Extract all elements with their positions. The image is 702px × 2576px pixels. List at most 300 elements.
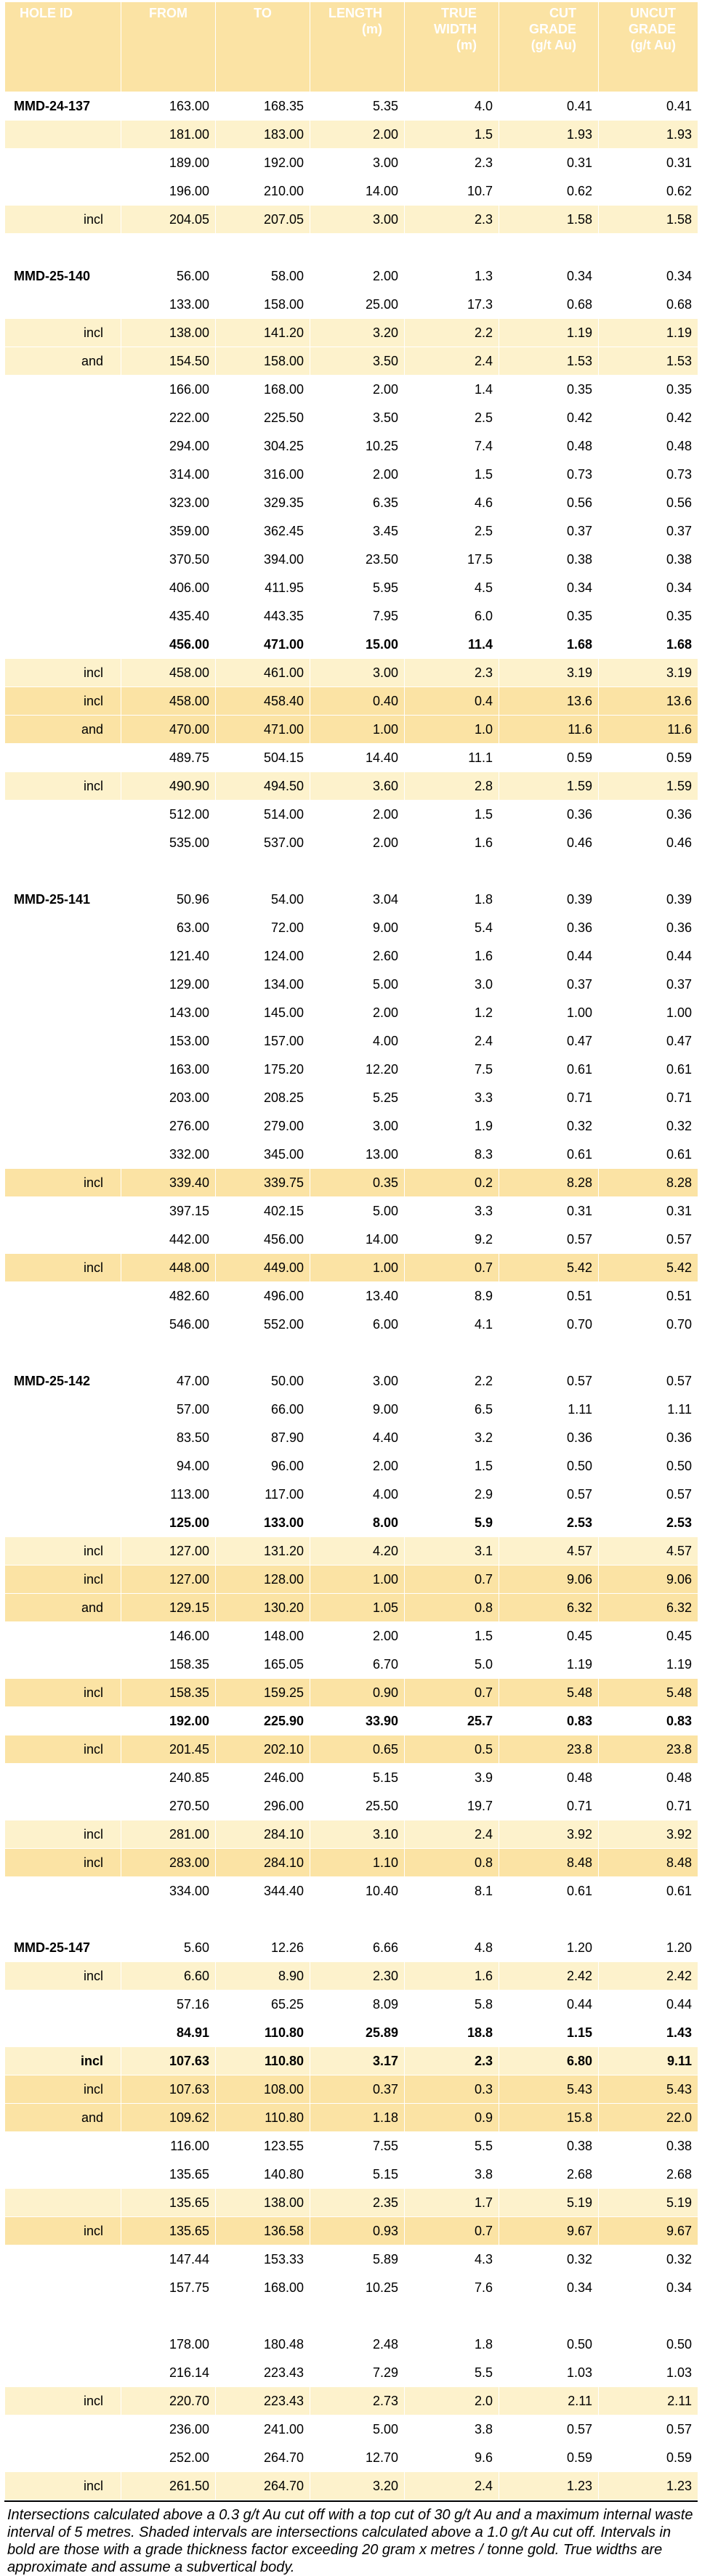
true-width-cell: 1.6 bbox=[405, 829, 499, 857]
spacer-cell bbox=[121, 234, 216, 262]
hole-id-cell: MMD-25-140 bbox=[5, 262, 121, 291]
length-cell: 3.00 bbox=[310, 1112, 405, 1141]
hole-id-cell bbox=[5, 121, 121, 149]
uncut-grade-cell: 0.31 bbox=[599, 1197, 698, 1226]
length-cell: 4.00 bbox=[310, 1027, 405, 1056]
length-cell: 2.35 bbox=[310, 2189, 405, 2217]
to-cell: 145.00 bbox=[216, 999, 310, 1027]
spacer-cell bbox=[599, 234, 698, 262]
true-width-cell: 5.9 bbox=[405, 1509, 499, 1537]
spacer-row bbox=[5, 234, 698, 262]
uncut-grade-cell: 0.57 bbox=[599, 1367, 698, 1396]
from-cell: 166.00 bbox=[121, 376, 216, 404]
hole-id-cell bbox=[5, 1027, 121, 1056]
cut-grade-cell: 8.28 bbox=[499, 1169, 599, 1197]
from-cell: 397.15 bbox=[121, 1197, 216, 1226]
to-cell: 168.35 bbox=[216, 92, 310, 121]
table-row bbox=[5, 2359, 698, 2387]
column-header-true-width: TRUE WIDTH (m) bbox=[405, 2, 499, 92]
from-cell: 94.00 bbox=[121, 1452, 216, 1481]
cut-grade-cell: 0.83 bbox=[499, 1707, 599, 1735]
true-width-cell: 8.9 bbox=[405, 1282, 499, 1311]
from-cell: 442.00 bbox=[121, 1226, 216, 1254]
to-cell: 225.50 bbox=[216, 404, 310, 432]
true-width-cell: 4.1 bbox=[405, 1311, 499, 1339]
true-width-cell: 18.8 bbox=[405, 2019, 499, 2047]
cut-grade-cell: 1.19 bbox=[499, 319, 599, 347]
to-cell: 65.25 bbox=[216, 1990, 310, 2019]
uncut-grade-cell: 0.42 bbox=[599, 404, 698, 432]
table-row bbox=[5, 772, 698, 801]
uncut-grade-cell: 0.35 bbox=[599, 602, 698, 631]
spacer-cell bbox=[310, 1905, 405, 1934]
cut-grade-cell: 0.45 bbox=[499, 1622, 599, 1650]
to-cell: 158.00 bbox=[216, 347, 310, 376]
spacer-cell bbox=[5, 2302, 121, 2330]
uncut-grade-cell: 0.83 bbox=[599, 1707, 698, 1735]
from-cell: 107.63 bbox=[121, 2075, 216, 2104]
cut-grade-cell: 0.48 bbox=[499, 432, 599, 461]
table-row bbox=[5, 1849, 698, 1877]
length-cell: 8.09 bbox=[310, 1990, 405, 2019]
length-cell: 6.35 bbox=[310, 489, 405, 517]
from-cell: 158.35 bbox=[121, 1679, 216, 1707]
from-cell: 129.00 bbox=[121, 971, 216, 999]
uncut-grade-cell: 1.68 bbox=[599, 631, 698, 659]
cut-grade-cell: 1.58 bbox=[499, 206, 599, 234]
table-row bbox=[5, 291, 698, 319]
cut-grade-cell: 1.03 bbox=[499, 2359, 599, 2387]
length-cell: 3.00 bbox=[310, 149, 405, 177]
length-cell: 14.40 bbox=[310, 744, 405, 772]
from-cell: 456.00 bbox=[121, 631, 216, 659]
table-row bbox=[5, 1877, 698, 1905]
spacer-row bbox=[5, 2302, 698, 2330]
to-cell: 153.33 bbox=[216, 2245, 310, 2274]
to-cell: 225.90 bbox=[216, 1707, 310, 1735]
table-row bbox=[5, 801, 698, 829]
true-width-cell: 1.9 bbox=[405, 1112, 499, 1141]
uncut-grade-cell: 0.61 bbox=[599, 1877, 698, 1905]
hole-id-cell: incl bbox=[5, 1566, 121, 1594]
from-cell: 56.00 bbox=[121, 262, 216, 291]
hole-id-cell bbox=[5, 291, 121, 319]
uncut-grade-cell: 5.43 bbox=[599, 2075, 698, 2104]
spacer-cell bbox=[216, 857, 310, 886]
to-cell: 175.20 bbox=[216, 1056, 310, 1084]
true-width-cell: 5.5 bbox=[405, 2132, 499, 2160]
to-cell: 110.80 bbox=[216, 2047, 310, 2075]
true-width-cell: 1.3 bbox=[405, 262, 499, 291]
spacer-cell bbox=[405, 1339, 499, 1367]
table-row bbox=[5, 1735, 698, 1764]
table-row bbox=[5, 999, 698, 1027]
true-width-cell: 2.9 bbox=[405, 1481, 499, 1509]
length-cell: 2.00 bbox=[310, 1452, 405, 1481]
from-cell: 6.60 bbox=[121, 1962, 216, 1990]
uncut-grade-cell: 0.46 bbox=[599, 829, 698, 857]
to-cell: 168.00 bbox=[216, 2274, 310, 2302]
true-width-cell: 1.5 bbox=[405, 1622, 499, 1650]
from-cell: 143.00 bbox=[121, 999, 216, 1027]
length-cell: 0.90 bbox=[310, 1679, 405, 1707]
length-cell: 5.00 bbox=[310, 1197, 405, 1226]
spacer-row bbox=[5, 1905, 698, 1934]
spacer-cell bbox=[216, 2302, 310, 2330]
to-cell: 241.00 bbox=[216, 2415, 310, 2444]
uncut-grade-cell: 23.8 bbox=[599, 1735, 698, 1764]
uncut-grade-cell: 3.19 bbox=[599, 659, 698, 687]
true-width-cell: 0.5 bbox=[405, 1735, 499, 1764]
hole-id-cell bbox=[5, 1282, 121, 1311]
table-row bbox=[5, 2189, 698, 2217]
from-cell: 270.50 bbox=[121, 1792, 216, 1820]
from-cell: 138.00 bbox=[121, 319, 216, 347]
cut-grade-cell: 0.37 bbox=[499, 517, 599, 546]
to-cell: 402.15 bbox=[216, 1197, 310, 1226]
length-cell: 3.10 bbox=[310, 1820, 405, 1849]
table-row bbox=[5, 574, 698, 602]
from-cell: 50.96 bbox=[121, 886, 216, 914]
to-cell: 504.15 bbox=[216, 744, 310, 772]
length-cell: 2.00 bbox=[310, 829, 405, 857]
spacer-cell bbox=[499, 2302, 599, 2330]
table-row bbox=[5, 1367, 698, 1396]
cut-grade-cell: 1.20 bbox=[499, 1934, 599, 1962]
to-cell: 208.25 bbox=[216, 1084, 310, 1112]
from-cell: 157.75 bbox=[121, 2274, 216, 2302]
length-cell: 2.48 bbox=[310, 2330, 405, 2359]
to-cell: 136.58 bbox=[216, 2217, 310, 2245]
uncut-grade-cell: 0.48 bbox=[599, 432, 698, 461]
to-cell: 284.10 bbox=[216, 1820, 310, 1849]
to-cell: 123.55 bbox=[216, 2132, 310, 2160]
table-row bbox=[5, 2104, 698, 2132]
uncut-grade-cell: 1.59 bbox=[599, 772, 698, 801]
to-cell: 552.00 bbox=[216, 1311, 310, 1339]
cut-grade-cell: 0.48 bbox=[499, 1764, 599, 1792]
true-width-cell: 9.2 bbox=[405, 1226, 499, 1254]
length-cell: 5.89 bbox=[310, 2245, 405, 2274]
from-cell: 47.00 bbox=[121, 1367, 216, 1396]
spacer-cell bbox=[310, 2302, 405, 2330]
uncut-grade-cell: 1.03 bbox=[599, 2359, 698, 2387]
uncut-grade-cell: 0.50 bbox=[599, 1452, 698, 1481]
true-width-cell: 3.3 bbox=[405, 1084, 499, 1112]
true-width-cell: 1.5 bbox=[405, 801, 499, 829]
to-cell: 180.48 bbox=[216, 2330, 310, 2359]
uncut-grade-cell: 0.36 bbox=[599, 1424, 698, 1452]
spacer-cell bbox=[121, 2302, 216, 2330]
cut-grade-cell: 1.68 bbox=[499, 631, 599, 659]
to-cell: 159.25 bbox=[216, 1679, 310, 1707]
hole-id-cell: incl bbox=[5, 659, 121, 687]
uncut-grade-cell: 0.57 bbox=[599, 1481, 698, 1509]
spacer-cell bbox=[499, 1339, 599, 1367]
true-width-cell: 2.2 bbox=[405, 319, 499, 347]
cut-grade-cell: 1.93 bbox=[499, 121, 599, 149]
hole-id-cell: incl bbox=[5, 206, 121, 234]
uncut-grade-cell: 0.38 bbox=[599, 546, 698, 574]
hole-id-cell: incl bbox=[5, 2387, 121, 2415]
table-row bbox=[5, 1254, 698, 1282]
uncut-grade-cell: 1.23 bbox=[599, 2472, 698, 2500]
spacer-cell bbox=[405, 234, 499, 262]
hole-id-cell bbox=[5, 432, 121, 461]
cut-grade-cell: 0.71 bbox=[499, 1084, 599, 1112]
cut-grade-cell: 1.53 bbox=[499, 347, 599, 376]
true-width-cell: 1.5 bbox=[405, 1452, 499, 1481]
length-cell: 3.00 bbox=[310, 1367, 405, 1396]
to-cell: 158.00 bbox=[216, 291, 310, 319]
cut-grade-cell: 0.31 bbox=[499, 1197, 599, 1226]
length-cell: 12.70 bbox=[310, 2444, 405, 2472]
hole-id-cell bbox=[5, 1990, 121, 2019]
true-width-cell: 1.0 bbox=[405, 716, 499, 744]
cut-grade-cell: 0.31 bbox=[499, 149, 599, 177]
true-width-cell: 1.6 bbox=[405, 1962, 499, 1990]
true-width-cell: 9.6 bbox=[405, 2444, 499, 2472]
from-cell: 276.00 bbox=[121, 1112, 216, 1141]
table-row bbox=[5, 177, 698, 206]
hole-id-cell bbox=[5, 376, 121, 404]
from-cell: 339.40 bbox=[121, 1169, 216, 1197]
hole-id-cell bbox=[5, 1226, 121, 1254]
length-cell: 12.20 bbox=[310, 1056, 405, 1084]
uncut-grade-cell: 0.35 bbox=[599, 376, 698, 404]
from-cell: 83.50 bbox=[121, 1424, 216, 1452]
from-cell: 490.90 bbox=[121, 772, 216, 801]
true-width-cell: 7.6 bbox=[405, 2274, 499, 2302]
to-cell: 246.00 bbox=[216, 1764, 310, 1792]
length-cell: 8.00 bbox=[310, 1509, 405, 1537]
hole-id-cell bbox=[5, 1509, 121, 1537]
from-cell: 204.05 bbox=[121, 206, 216, 234]
hole-id-cell bbox=[5, 829, 121, 857]
spacer-row bbox=[5, 1339, 698, 1367]
table-row bbox=[5, 1962, 698, 1990]
true-width-cell: 1.5 bbox=[405, 461, 499, 489]
to-cell: 54.00 bbox=[216, 886, 310, 914]
cut-grade-cell: 0.35 bbox=[499, 602, 599, 631]
cut-grade-cell: 0.41 bbox=[499, 92, 599, 121]
true-width-cell: 2.3 bbox=[405, 659, 499, 687]
uncut-grade-cell: 0.62 bbox=[599, 177, 698, 206]
column-header-from: FROM bbox=[121, 2, 216, 92]
uncut-grade-cell: 0.71 bbox=[599, 1084, 698, 1112]
cut-grade-cell: 1.59 bbox=[499, 772, 599, 801]
to-cell: 279.00 bbox=[216, 1112, 310, 1141]
table-row bbox=[5, 1311, 698, 1339]
from-cell: 63.00 bbox=[121, 914, 216, 942]
hole-id-cell bbox=[5, 1650, 121, 1679]
cut-grade-cell: 13.6 bbox=[499, 687, 599, 716]
from-cell: 135.65 bbox=[121, 2189, 216, 2217]
uncut-grade-cell: 0.61 bbox=[599, 1141, 698, 1169]
hole-id-cell: incl bbox=[5, 2472, 121, 2500]
true-width-cell: 5.8 bbox=[405, 1990, 499, 2019]
hole-id-cell: incl bbox=[5, 687, 121, 716]
true-width-cell: 1.8 bbox=[405, 886, 499, 914]
uncut-grade-cell: 0.34 bbox=[599, 262, 698, 291]
to-cell: 124.00 bbox=[216, 942, 310, 971]
uncut-grade-cell: 2.53 bbox=[599, 1509, 698, 1537]
table-row bbox=[5, 546, 698, 574]
length-cell: 15.00 bbox=[310, 631, 405, 659]
uncut-grade-cell: 0.45 bbox=[599, 1622, 698, 1650]
to-cell: 362.45 bbox=[216, 517, 310, 546]
to-cell: 344.40 bbox=[216, 1877, 310, 1905]
true-width-cell: 19.7 bbox=[405, 1792, 499, 1820]
length-cell: 3.17 bbox=[310, 2047, 405, 2075]
length-cell: 2.00 bbox=[310, 262, 405, 291]
true-width-cell: 0.7 bbox=[405, 1679, 499, 1707]
to-cell: 223.43 bbox=[216, 2387, 310, 2415]
hole-id-cell bbox=[5, 2132, 121, 2160]
to-cell: 141.20 bbox=[216, 319, 310, 347]
table-row bbox=[5, 687, 698, 716]
length-cell: 23.50 bbox=[310, 546, 405, 574]
length-cell: 1.00 bbox=[310, 1566, 405, 1594]
uncut-grade-cell: 2.11 bbox=[599, 2387, 698, 2415]
cut-grade-cell: 0.68 bbox=[499, 291, 599, 319]
true-width-cell: 0.7 bbox=[405, 1566, 499, 1594]
spacer-cell bbox=[599, 1339, 698, 1367]
to-cell: 128.00 bbox=[216, 1566, 310, 1594]
to-cell: 96.00 bbox=[216, 1452, 310, 1481]
from-cell: 153.00 bbox=[121, 1027, 216, 1056]
true-width-cell: 2.5 bbox=[405, 404, 499, 432]
length-cell: 2.00 bbox=[310, 121, 405, 149]
from-cell: 535.00 bbox=[121, 829, 216, 857]
cut-grade-cell: 0.34 bbox=[499, 262, 599, 291]
to-cell: 394.00 bbox=[216, 546, 310, 574]
to-cell: 117.00 bbox=[216, 1481, 310, 1509]
table-row bbox=[5, 2330, 698, 2359]
length-cell: 6.70 bbox=[310, 1650, 405, 1679]
table-row bbox=[5, 1282, 698, 1311]
spacer-cell bbox=[310, 857, 405, 886]
hole-id-cell bbox=[5, 1764, 121, 1792]
from-cell: 334.00 bbox=[121, 1877, 216, 1905]
from-cell: 323.00 bbox=[121, 489, 216, 517]
from-cell: 359.00 bbox=[121, 517, 216, 546]
spacer-cell bbox=[405, 857, 499, 886]
hole-id-cell bbox=[5, 177, 121, 206]
spacer-cell bbox=[599, 1905, 698, 1934]
hole-id-cell bbox=[5, 1197, 121, 1226]
column-header-to: TO bbox=[216, 2, 310, 92]
cut-grade-cell: 1.11 bbox=[499, 1396, 599, 1424]
hole-id-cell bbox=[5, 2330, 121, 2359]
to-cell: 168.00 bbox=[216, 376, 310, 404]
cut-grade-cell: 0.42 bbox=[499, 404, 599, 432]
uncut-grade-cell: 0.51 bbox=[599, 1282, 698, 1311]
hole-id-cell bbox=[5, 1452, 121, 1481]
hole-id-cell: incl bbox=[5, 2217, 121, 2245]
table-row bbox=[5, 744, 698, 772]
to-cell: 131.20 bbox=[216, 1537, 310, 1566]
length-cell: 14.00 bbox=[310, 1226, 405, 1254]
hole-id-cell bbox=[5, 1084, 121, 1112]
uncut-grade-cell: 11.6 bbox=[599, 716, 698, 744]
hole-id-cell: incl bbox=[5, 1735, 121, 1764]
length-cell: 3.60 bbox=[310, 772, 405, 801]
hole-id-cell bbox=[5, 1481, 121, 1509]
length-cell: 6.66 bbox=[310, 1934, 405, 1962]
uncut-grade-cell: 0.38 bbox=[599, 2132, 698, 2160]
hole-id-cell: MMD-25-141 bbox=[5, 886, 121, 914]
table-row bbox=[5, 2019, 698, 2047]
spacer-cell bbox=[121, 857, 216, 886]
true-width-cell: 4.8 bbox=[405, 1934, 499, 1962]
spacer-cell bbox=[216, 1905, 310, 1934]
length-cell: 25.50 bbox=[310, 1792, 405, 1820]
hole-id-cell: MMD-24-137 bbox=[5, 92, 121, 121]
from-cell: 189.00 bbox=[121, 149, 216, 177]
hole-id-cell: incl bbox=[5, 1679, 121, 1707]
uncut-grade-cell: 1.43 bbox=[599, 2019, 698, 2047]
true-width-cell: 0.4 bbox=[405, 687, 499, 716]
uncut-grade-cell: 4.57 bbox=[599, 1537, 698, 1566]
uncut-grade-cell: 0.70 bbox=[599, 1311, 698, 1339]
length-cell: 4.20 bbox=[310, 1537, 405, 1566]
true-width-cell: 2.4 bbox=[405, 2472, 499, 2500]
length-cell: 2.60 bbox=[310, 942, 405, 971]
true-width-cell: 6.5 bbox=[405, 1396, 499, 1424]
from-cell: 125.00 bbox=[121, 1509, 216, 1537]
from-cell: 113.00 bbox=[121, 1481, 216, 1509]
length-cell: 14.00 bbox=[310, 177, 405, 206]
true-width-cell: 2.3 bbox=[405, 2047, 499, 2075]
spacer-cell bbox=[5, 1339, 121, 1367]
cut-grade-cell: 2.42 bbox=[499, 1962, 599, 1990]
table-row bbox=[5, 2274, 698, 2302]
uncut-grade-cell: 0.36 bbox=[599, 801, 698, 829]
table-row bbox=[5, 1622, 698, 1650]
table-row bbox=[5, 461, 698, 489]
length-cell: 7.95 bbox=[310, 602, 405, 631]
length-cell: 3.50 bbox=[310, 404, 405, 432]
hole-id-cell bbox=[5, 942, 121, 971]
length-cell: 3.00 bbox=[310, 659, 405, 687]
to-cell: 133.00 bbox=[216, 1509, 310, 1537]
hole-id-cell bbox=[5, 1056, 121, 1084]
from-cell: 158.35 bbox=[121, 1650, 216, 1679]
uncut-grade-cell: 2.68 bbox=[599, 2160, 698, 2189]
from-cell: 121.40 bbox=[121, 942, 216, 971]
from-cell: 135.65 bbox=[121, 2160, 216, 2189]
from-cell: 127.00 bbox=[121, 1537, 216, 1566]
from-cell: 129.15 bbox=[121, 1594, 216, 1622]
to-cell: 461.00 bbox=[216, 659, 310, 687]
uncut-grade-cell: 1.53 bbox=[599, 347, 698, 376]
length-cell: 7.29 bbox=[310, 2359, 405, 2387]
table-row bbox=[5, 121, 698, 149]
uncut-grade-cell: 0.57 bbox=[599, 2415, 698, 2444]
cut-grade-cell: 0.38 bbox=[499, 2132, 599, 2160]
cut-grade-cell: 0.34 bbox=[499, 2274, 599, 2302]
hole-id-cell bbox=[5, 744, 121, 772]
cut-grade-cell: 3.19 bbox=[499, 659, 599, 687]
uncut-grade-cell: 9.06 bbox=[599, 1566, 698, 1594]
true-width-cell: 3.8 bbox=[405, 2160, 499, 2189]
to-cell: 471.00 bbox=[216, 716, 310, 744]
from-cell: 283.00 bbox=[121, 1849, 216, 1877]
cut-grade-cell: 2.53 bbox=[499, 1509, 599, 1537]
uncut-grade-cell: 0.61 bbox=[599, 1056, 698, 1084]
hole-id-cell: incl bbox=[5, 772, 121, 801]
